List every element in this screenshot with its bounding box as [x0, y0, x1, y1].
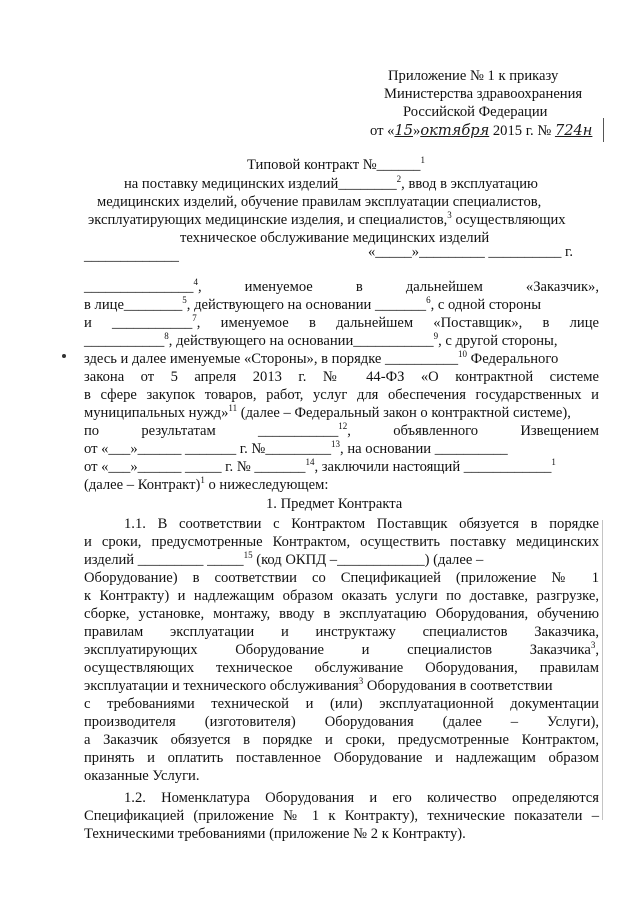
paragraph-line [84, 552, 599, 569]
footnote-ref: 4 [193, 277, 198, 288]
annex-date-day: 15 [394, 122, 414, 139]
title-line-4 [88, 212, 566, 229]
paragraph-line: принять и оплатить поставленное Оборудование и надлежащим образом [84, 750, 599, 766]
title-contract-number: Типовой контракт №______ [247, 157, 421, 173]
paragraph-text: эксплуатирующих Оборудование и специалистов Заказчика [84, 642, 591, 658]
footnote-ref: 3 [358, 676, 364, 687]
footnote-ref: 14 [305, 457, 315, 468]
preamble-text: (далее – Федеральный закон о контрактной системе), [237, 405, 571, 421]
preamble-line [84, 279, 599, 296]
scan-dot [62, 354, 66, 358]
footnote-ref: 10 [458, 349, 468, 360]
paragraph-line: Оборудование) в соответствии со Спецификацией (приложение № 1 [84, 570, 599, 586]
paragraph-line: Техническими требованиями (приложение № 2 к Контракту). [84, 826, 466, 842]
paragraph-line: правилам эксплуатации и инструктажу специалистов Заказчика, [84, 624, 599, 640]
paragraph-line: к Контракту) и надлежащим образом оказать услуги по доставке, разгрузке, [84, 588, 599, 604]
preamble-text: , действующего на основании _______ [186, 297, 427, 313]
title-line-2 [124, 176, 538, 193]
preamble-text: , с одной стороны [430, 297, 542, 313]
preamble-line [84, 441, 599, 458]
title-text: эксплуатирующих медицинские изделия, и специалистов, [88, 212, 448, 228]
section-heading: 1. Предмет Контракта [266, 496, 403, 512]
annex-line-2: Министерства здравоохранения [384, 86, 583, 102]
title-text: на поставку медицинских изделий________ [124, 176, 397, 192]
preamble-line: закона от 5 апреля 2013 г. № 44-ФЗ «О контрактной системе [84, 369, 599, 385]
annex-date-month: октября [420, 122, 490, 139]
preamble-line [84, 315, 599, 332]
preamble-line [84, 297, 599, 314]
preamble-text: , действующего на основании___________ [168, 333, 434, 349]
paragraph-line [84, 678, 599, 695]
preamble-text: здесь и далее именуемые «Стороны», в порядке __________ [84, 351, 459, 367]
title-line-3: медицинских изделий, обучение правилам эксплуатации специалистов, [97, 194, 542, 210]
preamble-text: , с другой стороны, [438, 333, 558, 349]
paragraph-text: изделий _________ _____ [84, 552, 244, 568]
preamble-text: от «___»______ _____ г. № _______ [84, 459, 306, 475]
paragraph-line: Спецификацией (приложение № 1 к Контракту), технические показатели – [84, 808, 599, 824]
footnote-ref: 11 [228, 403, 238, 414]
annex-order-number: 724н [554, 122, 593, 139]
paragraph-text: (код ОКПД –____________) (далее – [252, 552, 484, 568]
paragraph-line: и сроки, предусмотренные Контрактом, осуществить поставку медицинских [84, 534, 599, 550]
preamble-text: , объявленного Извещением [347, 423, 599, 439]
annex-date-prefix: от « [370, 123, 395, 139]
footnote-ref: 13 [331, 439, 341, 450]
preamble-text: ___________ [84, 333, 165, 349]
date-field: «_____»_________ __________ г. [368, 244, 574, 260]
place-field: _____________ [84, 248, 179, 264]
footnote-ref: 5 [182, 295, 187, 306]
title-text: осуществляющих [451, 212, 566, 228]
paragraph-text: Оборудования в соответствии [363, 678, 553, 694]
margin-mark [603, 118, 604, 142]
paragraph-line: 1.1. В соответствии с Контрактом Поставщик обязуется в порядке [124, 516, 599, 532]
preamble-line [84, 333, 599, 350]
title-line-5: техническое обслуживание медицинских изделий [180, 230, 490, 246]
title-text: , ввод в эксплуатацию [401, 176, 538, 192]
preamble-text: муниципальных нужд» [84, 405, 229, 421]
annex-date-year: 2015 г. № [489, 123, 555, 139]
preamble-text: о нижеследующем: [204, 477, 329, 493]
title-line-1 [247, 157, 425, 174]
preamble-line: в сфере закупок товаров, работ, услуг для обеспечения государственных и [84, 387, 599, 403]
footnote-ref: 2 [396, 174, 402, 185]
blank-field: _______________ [84, 279, 194, 295]
footnote-ref: 1 [200, 475, 205, 486]
paragraph-line: а Заказчик обязуется в порядке и сроки, предусмотренные Контрактом, [84, 732, 599, 748]
footnote-ref: 12 [338, 421, 348, 432]
preamble-line [84, 351, 599, 368]
preamble-text: (далее – Контракт) [84, 477, 201, 493]
footnote-ref: 3 [590, 640, 596, 651]
footnote-ref: 9 [433, 331, 439, 342]
paragraph-text: , [595, 642, 599, 658]
paragraph-line: оказанные Услуги. [84, 768, 200, 784]
preamble-text: , заключили настоящий ____________ [314, 459, 552, 475]
paragraph-line: производителя (изготовителя) Оборудования (далее – Услуги), [84, 714, 599, 730]
annex-date-line [370, 122, 592, 140]
footnote-ref: 1 [420, 155, 425, 166]
paragraph-line: сборке, установке, монтажу, вводу в эксплуатацию Оборудования, обучению [84, 606, 599, 622]
margin-mark [602, 520, 603, 820]
annex-date-mid: » [413, 123, 421, 139]
preamble-text: от «___»______ _______ г. №_________ [84, 441, 332, 457]
preamble-text: , именуемое в дальнейшем «Заказчик», [197, 279, 599, 295]
preamble-text: , именуемое в дальнейшем «Поставщик», в лице [196, 315, 599, 331]
footnote-ref: 1 [551, 457, 556, 468]
annex-line-1: Приложение № 1 к приказу [388, 68, 559, 84]
paragraph-line: осуществляющих техническое обслуживание Оборудования, правилам [84, 660, 599, 676]
preamble-text: по результатам ___________ [84, 423, 339, 439]
footnote-ref: 15 [243, 550, 253, 561]
paragraph-text: эксплуатации и технического обслуживания [84, 678, 359, 694]
preamble-line [84, 405, 599, 422]
paragraph-line: с требованиями технической и (или) эксплуатационной документации [84, 696, 599, 712]
preamble-text: Федерального [467, 351, 559, 367]
preamble-line [84, 459, 599, 476]
preamble-text: в лице________ [84, 297, 183, 313]
preamble-line [84, 477, 328, 494]
footnote-ref: 7 [192, 313, 197, 324]
paragraph-line: 1.2. Номенклатура Оборудования и его количество определяются [124, 790, 599, 806]
preamble-text: и ___________ [84, 315, 193, 331]
footnote-ref: 6 [426, 295, 431, 306]
preamble-line [84, 423, 599, 440]
preamble-text: , на основании __________ [340, 441, 508, 457]
paragraph-line [84, 642, 599, 659]
footnote-ref: 3 [447, 210, 452, 221]
footnote-ref: 8 [164, 331, 169, 342]
annex-line-3: Российской Федерации [403, 104, 548, 120]
